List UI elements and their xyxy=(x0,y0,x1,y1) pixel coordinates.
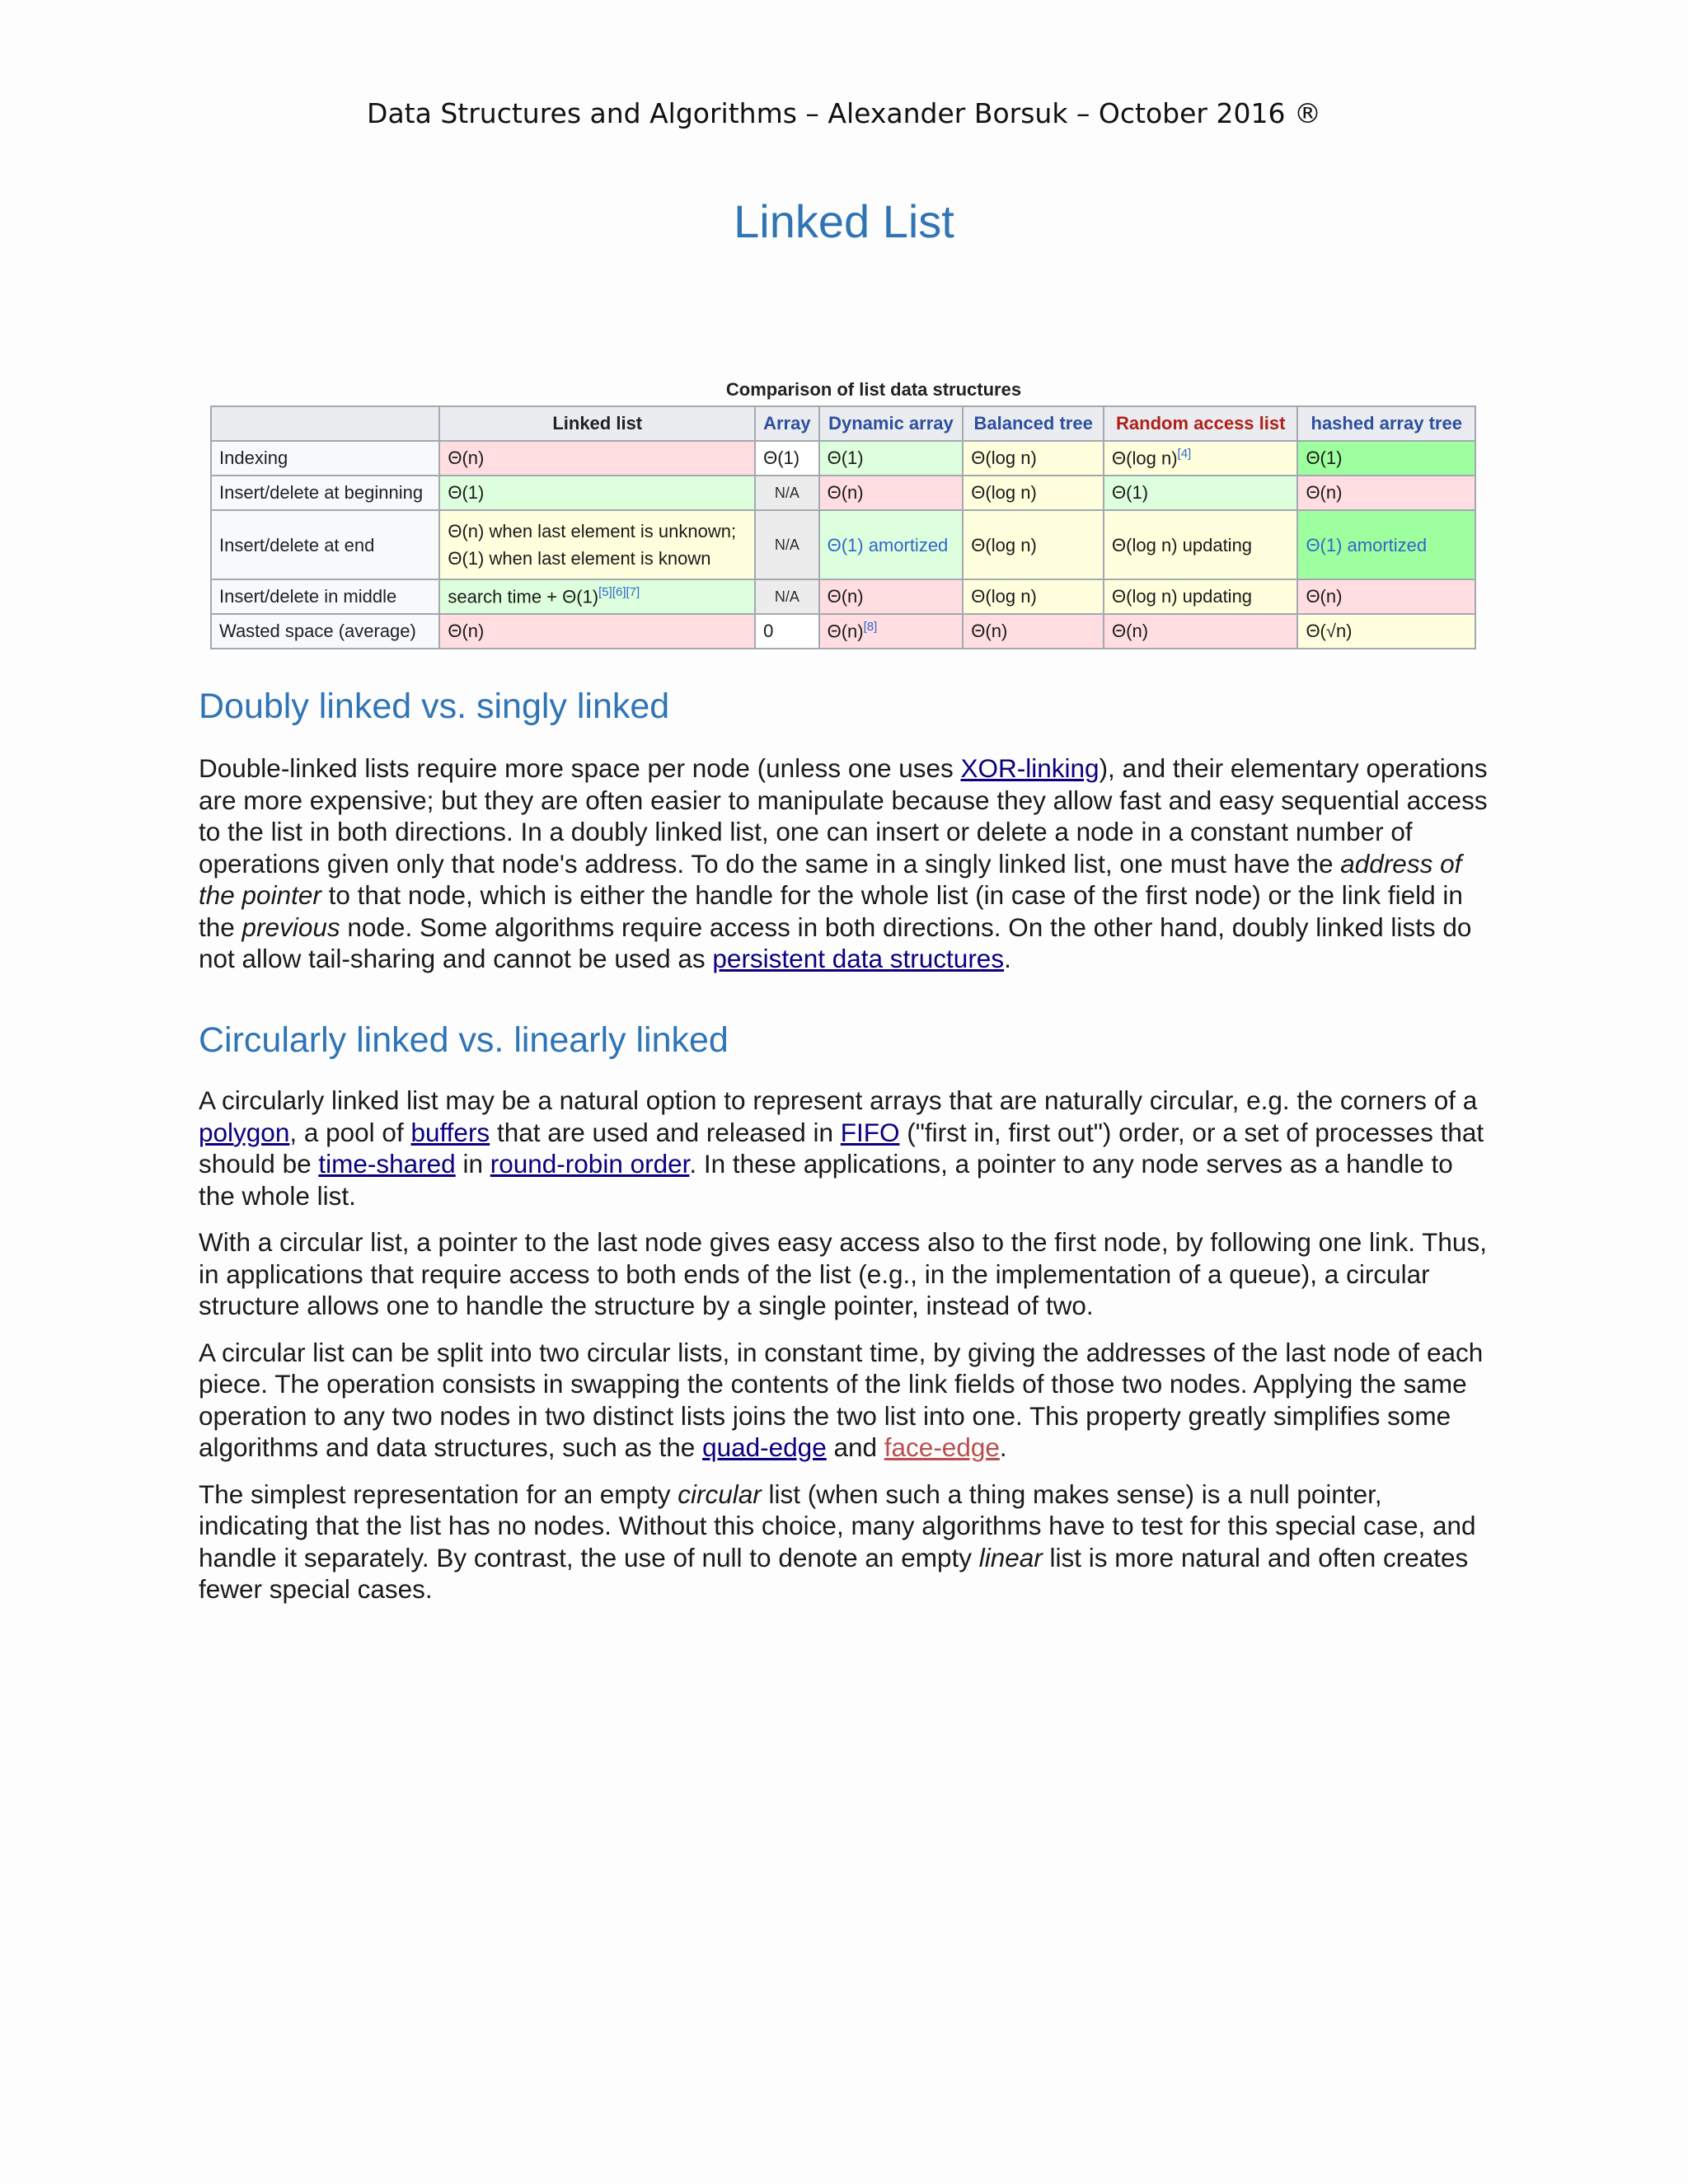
link-quad-edge[interactable]: quad-edge xyxy=(702,1432,827,1462)
table-caption: Comparison of list data structures xyxy=(725,379,1022,400)
section-circular-body xyxy=(199,1085,1489,1620)
table-row xyxy=(211,441,1475,476)
table-cell: Θ(log n) updating xyxy=(1104,579,1297,614)
table-cell: Θ(1) xyxy=(1297,441,1475,476)
cell-text: Θ(n) xyxy=(827,621,864,642)
table-cell: Θ(n) xyxy=(819,476,964,510)
page-header: Data Structures and Algorithms – Alexander Borsuk – October 2016 ® xyxy=(367,97,1321,129)
table-cell: Θ(1) amortized xyxy=(819,510,964,579)
paragraph: With a circular list, a pointer to the last node gives easy access also to the first node, by following one link. Thus, in applications that require access to both ends of the list (e.g., in the implementation of a queue), a circular structure allows one to handle the structure by a single pointer, instead of two. xyxy=(199,1227,1487,1320)
emphasis-text: previous xyxy=(241,912,340,942)
section-heading-circularly-vs-linearly: Circularly linked vs. linearly linked xyxy=(199,1020,729,1060)
table-cell: Θ(log n) updating xyxy=(1104,510,1297,579)
paragraph xyxy=(199,1479,1489,1605)
table-cell xyxy=(819,614,964,649)
section-doubly-body xyxy=(199,752,1489,990)
table-cell: Θ(log n) xyxy=(963,579,1104,614)
citation-link[interactable]: [4] xyxy=(1177,447,1192,462)
table-row xyxy=(211,476,1475,510)
table-cell xyxy=(1104,441,1297,476)
text-run: list (when such a thing makes sense) is a null pointer, indicating that the list has no nodes. Without this choice, many algorithms have to test for this special case, and handle it separately. By contrast, the use of null to denote an empty xyxy=(199,1479,1476,1572)
table-cell: Θ(n) xyxy=(963,614,1104,649)
table-row xyxy=(211,579,1475,614)
comparison-table xyxy=(210,405,1476,649)
text-run: that are used and released in xyxy=(490,1117,841,1147)
row-header: Insert/delete at end xyxy=(211,510,439,579)
paragraph xyxy=(199,1337,1489,1464)
link-time-shared[interactable]: time-shared xyxy=(318,1149,456,1179)
table-row xyxy=(211,614,1475,649)
row-header: Insert/delete at beginning xyxy=(211,476,439,510)
citation-link[interactable]: [5][6][7] xyxy=(598,585,640,600)
table-cell: N/A xyxy=(755,510,818,579)
text-run: node. Some algorithms require access in both directions. On the other hand, doubly linked lists do not allow tail-sharing and cannot be used as xyxy=(199,912,1472,973)
link-round-robin-order[interactable]: round-robin order xyxy=(490,1149,690,1179)
table-cell: Θ(log n) xyxy=(963,441,1104,476)
link-polygon[interactable]: polygon xyxy=(199,1117,290,1147)
text-run: . In these applications, a pointer to any node serves as a handle to the whole list. xyxy=(199,1149,1453,1211)
text-run: , a pool of xyxy=(289,1117,411,1147)
table-cell: Θ(1) xyxy=(439,476,755,510)
table-cell: 0 xyxy=(755,614,818,649)
row-header: Wasted space (average) xyxy=(211,614,439,649)
paragraph xyxy=(199,1085,1489,1212)
table-cell: Θ(1) xyxy=(819,441,964,476)
table-header-row xyxy=(211,406,1475,441)
table-cell: Θ(log n) xyxy=(963,510,1104,579)
link-persistent-data-structures[interactable]: persistent data structures xyxy=(712,944,1005,973)
table-cell: Θ(1) xyxy=(1104,476,1297,510)
cell-text: Θ(n) when last element is unknown; xyxy=(448,521,737,541)
emphasis-text: address of the pointer xyxy=(199,848,1462,910)
text-run: to that node, which is either the handle for the whole list (in case of the first node) or the link field in the xyxy=(199,880,1463,942)
cell-text: Θ(1) when last element is known xyxy=(448,548,711,569)
paragraph xyxy=(199,752,1489,975)
row-header: Indexing xyxy=(211,441,439,476)
table-cell: Θ(n) xyxy=(1297,579,1475,614)
table-cell: Θ(log n) xyxy=(963,476,1104,510)
table-cell: Θ(n) xyxy=(819,579,964,614)
link-buffers[interactable]: buffers xyxy=(410,1117,490,1147)
emphasis-text: circular xyxy=(678,1479,762,1509)
column-header-blank xyxy=(211,406,439,441)
text-run: The simplest representation for an empty xyxy=(199,1479,678,1509)
text-run: and xyxy=(826,1432,884,1462)
comparison-table-container xyxy=(210,376,1476,649)
column-header: Random access list xyxy=(1104,406,1297,441)
table-cell: Θ(√n) xyxy=(1297,614,1475,649)
text-run: in xyxy=(455,1149,490,1179)
table-cell: Θ(n) xyxy=(439,614,755,649)
text-run: ), and their elementary operations are more expensive; but they are often easier to manipulate because they allow fast and easy sequential access to the list in both directions. In a doubly linked list, one can insert or delete a node in a constant number of operations given only that node's address. To do the same in a singly linked list, one must have the xyxy=(199,753,1488,879)
table-cell: Θ(1) amortized xyxy=(1297,510,1475,579)
text-run: . xyxy=(999,1432,1007,1462)
table-row xyxy=(211,510,1475,579)
table-cell: N/A xyxy=(755,579,818,614)
section-heading-doubly-vs-singly: Doubly linked vs. singly linked xyxy=(199,687,670,726)
column-header: Linked list xyxy=(439,406,755,441)
table-cell: Θ(n) xyxy=(439,441,755,476)
column-header: Dynamic array xyxy=(819,406,964,441)
table-cell xyxy=(439,510,755,579)
link-face-edge[interactable]: face-edge xyxy=(884,1432,1000,1462)
citation-link[interactable]: [8] xyxy=(863,620,878,635)
link-xor-linking[interactable]: XOR-linking xyxy=(960,753,1100,783)
table-cell: Θ(1) xyxy=(755,441,818,476)
table-cell: Θ(n) xyxy=(1104,614,1297,649)
column-header: Array xyxy=(755,406,818,441)
cell-text: search time + Θ(1) xyxy=(448,586,599,607)
column-header: hashed array tree xyxy=(1297,406,1475,441)
text-run: . xyxy=(1004,944,1011,973)
link-fifo[interactable]: FIFO xyxy=(840,1117,900,1147)
table-cell xyxy=(439,579,755,614)
emphasis-text: linear xyxy=(978,1542,1043,1572)
cell-text: Θ(log n) xyxy=(1112,448,1178,469)
row-header: Insert/delete in middle xyxy=(211,579,439,614)
table-cell: N/A xyxy=(755,476,818,510)
text-run: list is more natural and often creates fewer special cases. xyxy=(199,1542,1469,1604)
text-run: A circular list can be split into two circular lists, in constant time, by giving the addresses of the last node of each piece. The operation consists in swapping the contents of the link fields of those two nodes. Applying the same operation to any two nodes in two distinct lists joins the two list into one. This property greatly simplifies some algorithms and data structures, such as the xyxy=(199,1337,1484,1462)
page-title: Linked List xyxy=(734,195,954,247)
text-run: Double-linked lists require more space per node (unless one uses xyxy=(199,753,961,783)
column-header: Balanced tree xyxy=(963,406,1104,441)
text-run: A circularly linked list may be a natural option to represent arrays that are naturally circular, e.g. the corners of a xyxy=(199,1085,1478,1115)
text-run: ("first in, first out") order, or a set of processes that should be xyxy=(199,1117,1484,1179)
table-cell: Θ(n) xyxy=(1297,476,1475,510)
